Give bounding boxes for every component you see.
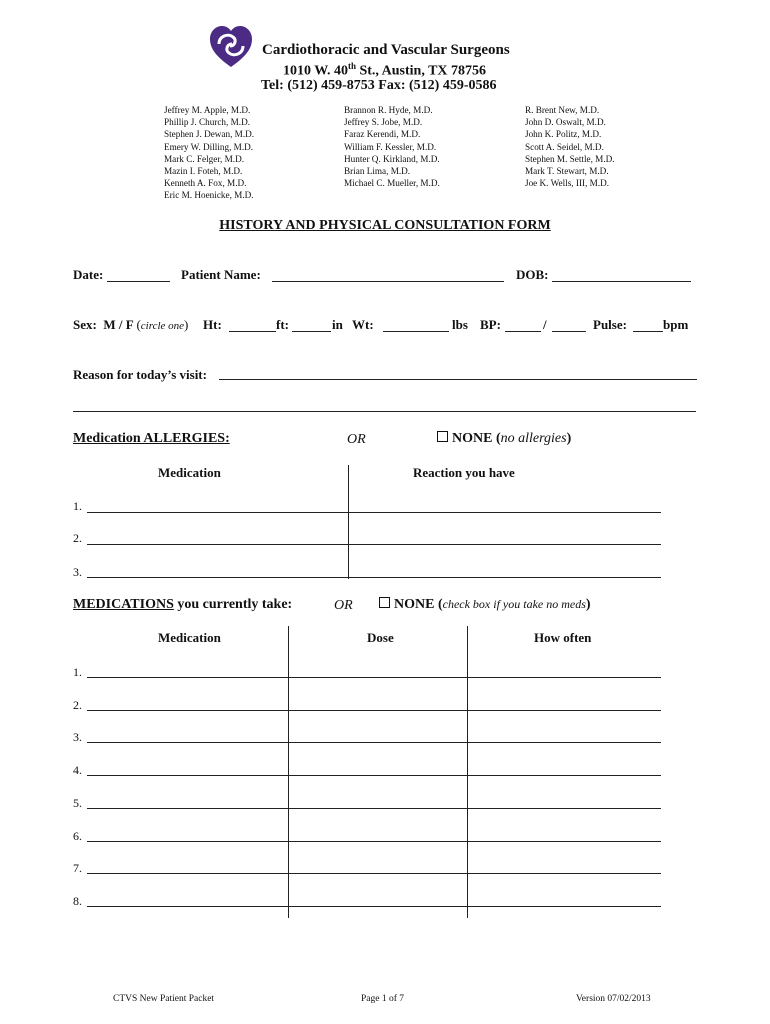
circle-one-text: circle one [140,320,185,332]
physician-name: Joe K. Wells, III, M.D. [525,178,610,189]
physician-name: Eric M. Hoenicke, M.D. [164,190,254,201]
date-label: Date: [73,267,104,282]
physician-name: John K. Politz, M.D. [525,129,602,140]
bp-separator: / [543,317,547,332]
address-sup: th [347,61,356,71]
allergy-row-line[interactable] [87,577,661,578]
medication-row-number: 1. [73,665,82,679]
sex-options[interactable]: M / F [103,317,134,332]
medications-or: OR [334,598,353,613]
pulse-field[interactable] [633,331,663,332]
bp-label: BP: [480,317,501,332]
physician-name: Faraz Kerendi, M.D. [344,129,421,140]
medications-divider-1 [288,626,289,918]
allergy-row-number: 1. [73,499,82,513]
physician-name: Brannon R. Hyde, M.D. [344,105,433,115]
reason-label: Reason for today’s visit: [73,367,207,382]
physician-name: Mazin I. Foteh, M.D. [164,165,243,176]
medication-row-number: 3. [73,730,82,745]
medication-row-line[interactable] [87,775,661,776]
patient-name-field[interactable] [272,281,504,282]
medication-row-line[interactable] [87,710,661,711]
dob-field[interactable] [552,281,691,282]
paren-open: ( [136,317,141,332]
allergies-none-option[interactable] [437,431,571,447]
medication-row-number: 2. [73,697,82,712]
height-in-field[interactable] [292,331,331,332]
medications-col-how-often: How often [534,630,592,645]
allergies-column-divider [348,465,349,579]
medications-title [73,597,292,613]
physician-name: Phillip J. Church, M.D. [164,117,251,128]
sex-group [73,317,188,333]
allergy-row-line[interactable] [87,512,661,513]
physician-list-col1 [164,104,254,202]
medication-row-line[interactable] [87,841,661,842]
org-phone-fax: Tel: (512) 459-8753 Fax: (512) 459-0586 [261,78,497,93]
allergies-col-reaction: Reaction you have [413,465,515,480]
in-label: in [332,317,343,332]
medication-row-number: 5. [73,795,82,810]
reason-field-line1[interactable] [219,379,697,380]
physician-name: Jeffrey S. Jobe, M.D. [344,117,423,128]
physician-name: Emery W. Dilling, M.D. [164,141,254,152]
dob-label: DOB: [516,267,549,282]
allergies-col-medication: Medication [158,465,221,480]
medication-row-number: 6. [73,828,82,843]
paren-close: ) [585,597,591,612]
medications-none-option[interactable] [379,597,591,613]
medication-row-line[interactable] [87,742,661,743]
weight-field[interactable] [383,331,449,332]
allergy-row-number: 3. [73,565,82,579]
physician-name: Mark C. Felger, M.D. [164,153,245,164]
medications-divider-2 [467,626,468,918]
physician-name: Brian Lima, M.D. [344,165,411,176]
physician-list-col2 [344,104,440,189]
allergies-or: OR [347,432,366,447]
address-part: St., Austin, TX 78756 [355,63,487,79]
paren-close: ) [184,317,189,332]
ctvs-logo [208,24,254,68]
medications-col-medication: Medication [158,630,221,645]
checkbox-icon[interactable] [437,431,448,442]
medication-row-line[interactable] [87,677,661,678]
bp-systolic-field[interactable] [505,331,541,332]
medication-row-line[interactable] [87,906,661,907]
medications-col-dose: Dose [367,630,394,645]
pulse-label: Pulse: [593,317,627,332]
wt-label: Wt: [352,317,374,332]
physician-name: John D. Oswalt, M.D. [525,117,606,128]
footer-packet-name: CTVS New Patient Packet [113,994,215,1004]
medication-row-number: 8. [73,893,82,908]
medication-row-number: 4. [73,763,82,778]
physician-name: Michael C. Mueller, M.D. [344,178,440,189]
reason-field-line2[interactable] [73,411,696,412]
date-field[interactable] [107,281,170,282]
footer-page-number: Page 1 of 7 [361,994,405,1004]
medication-row-line[interactable] [87,808,661,809]
ft-label: ft: [276,317,289,332]
medication-row-line[interactable] [87,873,661,874]
physician-name: William F. Kessler, M.D. [344,141,437,152]
address-part: 1010 W. 40 [283,63,348,79]
medication-row-number: 7. [73,861,82,876]
physician-name: R. Brent New, M.D. [525,105,600,115]
bpm-label: bpm [663,317,689,332]
physician-name: Stephen J. Dewan, M.D. [164,129,255,140]
circle-one-hint [136,317,188,332]
form-title: HISTORY AND PHYSICAL CONSULTATION FORM [219,218,551,233]
physician-name: Jeffrey M. Apple, M.D. [164,105,251,115]
footer-version: Version 07/02/2013 [576,994,651,1004]
org-address [283,61,486,80]
sex-label: Sex: [73,317,97,332]
physician-name: Hunter Q. Kirkland, M.D. [344,153,440,164]
none-note: check box if you take no meds [442,597,586,611]
org-name: Cardiothoracic and Vascular Surgeons [262,42,510,58]
physician-list-col3 [525,104,615,189]
ht-label: Ht: [203,317,222,332]
lbs-label: lbs [452,317,468,332]
bp-diastolic-field[interactable] [552,331,586,332]
checkbox-icon[interactable] [379,597,390,608]
none-note: no allergies [500,431,567,446]
paren-close: ) [566,431,572,446]
height-ft-field[interactable] [229,331,276,332]
allergy-row-number: 2. [73,531,82,545]
physician-name: Scott A. Seidel, M.D. [525,141,604,152]
allergies-title: Medication ALLERGIES: [73,431,230,446]
medications-title-rest: you currently take: [173,597,293,612]
physician-name: Mark T. Stewart, M.D. [525,165,609,176]
medications-title-main: MEDICATIONS [73,597,174,612]
none-label: NONE ( [394,597,443,612]
physician-name: Stephen M. Settle, M.D. [525,153,615,164]
physician-name: Kenneth A. Fox, M.D. [164,178,247,189]
none-label: NONE ( [452,431,501,446]
allergy-row-line[interactable] [87,544,661,545]
patient-name-label: Patient Name: [181,267,261,282]
